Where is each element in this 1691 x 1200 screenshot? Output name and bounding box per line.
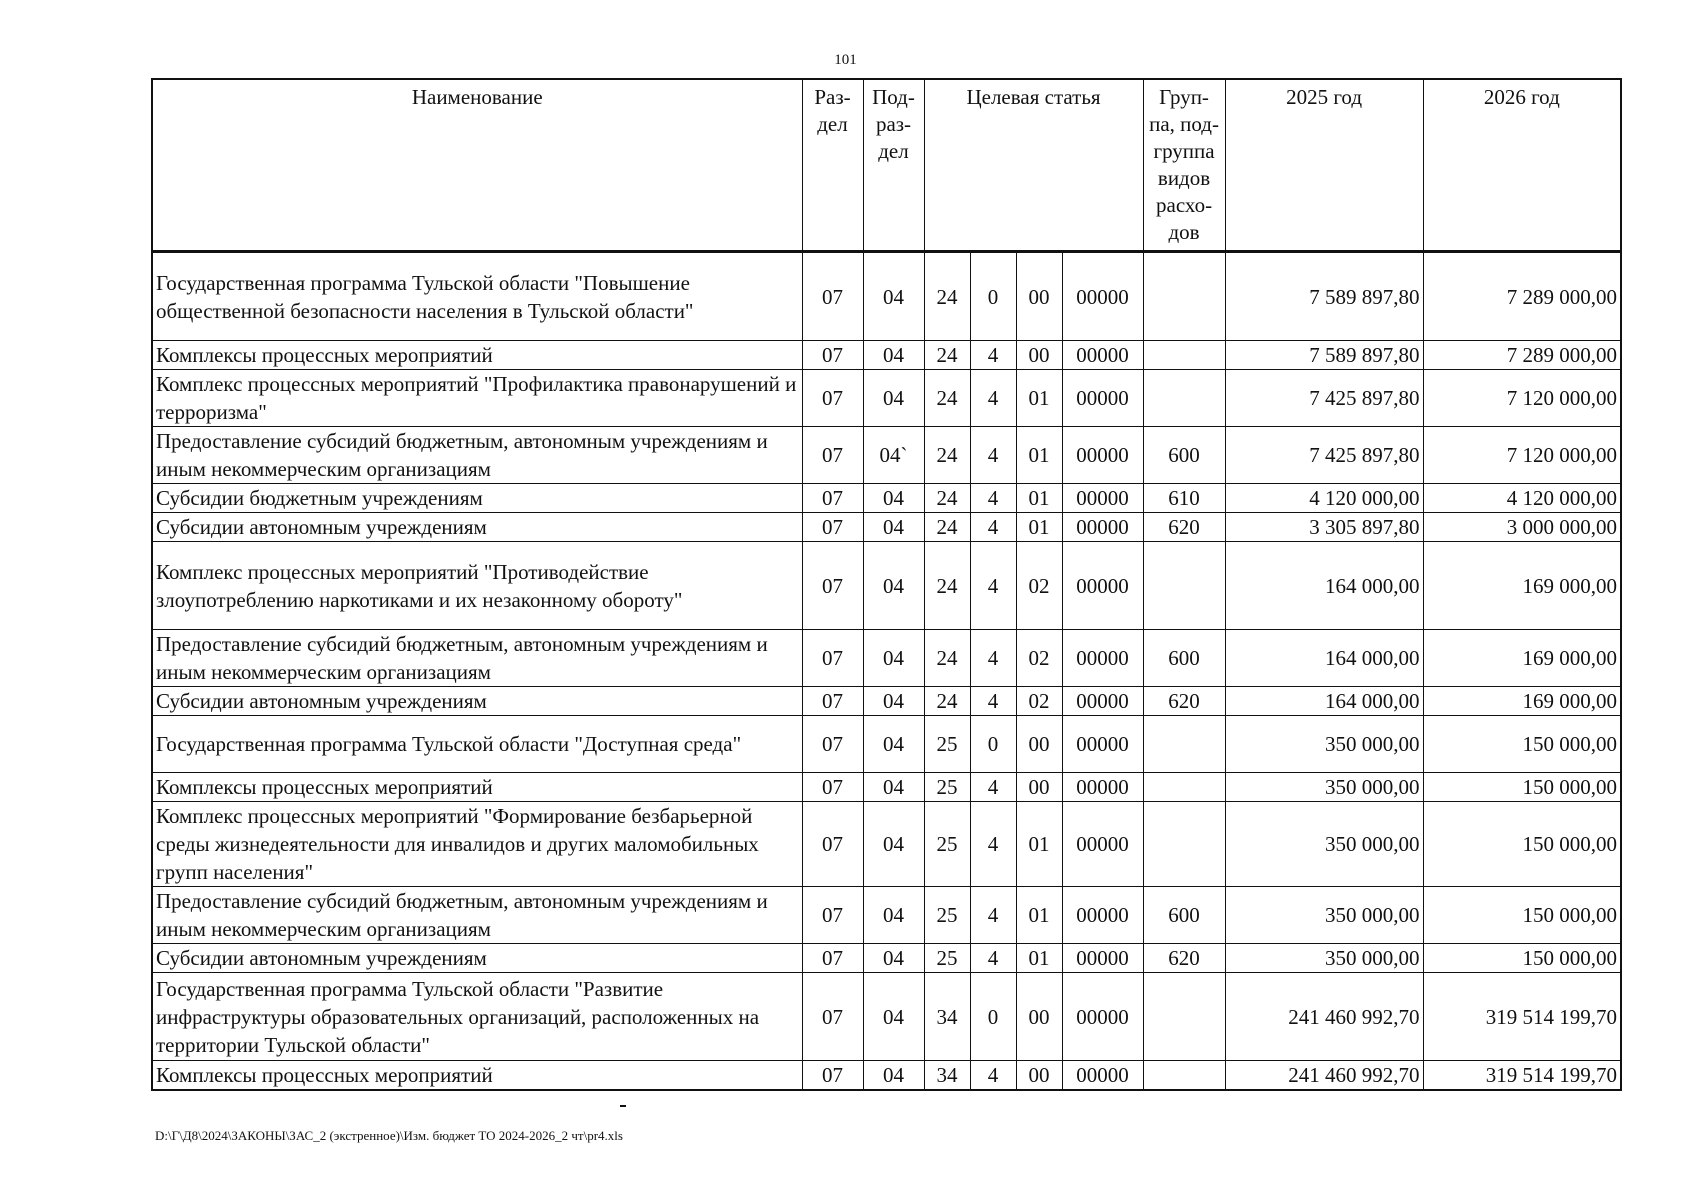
row-razdel: 07: [802, 427, 863, 484]
row-name: Субсидии автономным учреждениям: [152, 513, 802, 542]
row-podrazdel: 04: [863, 1061, 924, 1091]
row-target-direction: 00000: [1062, 887, 1143, 944]
row-amount-2025: 7 589 897,80: [1225, 341, 1423, 370]
row-podrazdel: 04`: [863, 427, 924, 484]
row-name: Предоставление субсидий бюджетным, автономным учреждениям и иным некоммерческим организациям: [152, 887, 802, 944]
row-amount-2026: 7 120 000,00: [1423, 370, 1621, 427]
row-razdel: 07: [802, 773, 863, 802]
row-target-direction: 00000: [1062, 542, 1143, 630]
row-name: Предоставление субсидий бюджетным, автономным учреждениям и иным некоммерческим организациям: [152, 427, 802, 484]
row-target-subprogram: 01: [1016, 944, 1062, 973]
row-target-subprogram: 00: [1016, 973, 1062, 1061]
row-target-direction: 00000: [1062, 773, 1143, 802]
row-target-type: 4: [970, 341, 1016, 370]
row-amount-2025: 241 460 992,70: [1225, 1061, 1423, 1091]
table-row: [152, 1061, 1621, 1091]
row-target-direction: 00000: [1062, 716, 1143, 773]
table-row: [152, 513, 1621, 542]
row-amount-2025: 350 000,00: [1225, 773, 1423, 802]
row-expense-group: [1143, 1061, 1225, 1091]
row-amount-2026: 319 514 199,70: [1423, 1061, 1621, 1091]
row-amount-2026: 150 000,00: [1423, 802, 1621, 887]
row-target-type: 4: [970, 887, 1016, 944]
row-target-program: 24: [924, 341, 970, 370]
row-target-subprogram: 02: [1016, 687, 1062, 716]
row-podrazdel: 04: [863, 802, 924, 887]
header-razdel: Раз- дел: [802, 79, 863, 251]
row-amount-2025: 164 000,00: [1225, 630, 1423, 687]
header-target-article: Целевая статья: [924, 79, 1143, 251]
row-target-subprogram: 01: [1016, 802, 1062, 887]
row-amount-2025: 350 000,00: [1225, 887, 1423, 944]
row-target-program: 24: [924, 687, 970, 716]
row-razdel: 07: [802, 341, 863, 370]
row-amount-2026: 7 289 000,00: [1423, 253, 1621, 341]
table-row: [152, 542, 1621, 630]
row-razdel: 07: [802, 687, 863, 716]
table-row: [152, 944, 1621, 973]
row-expense-group: 620: [1143, 944, 1225, 973]
row-target-program: 24: [924, 513, 970, 542]
row-expense-group: 600: [1143, 427, 1225, 484]
row-target-type: 4: [970, 370, 1016, 427]
row-target-direction: 00000: [1062, 370, 1143, 427]
row-razdel: 07: [802, 484, 863, 513]
row-target-type: 4: [970, 484, 1016, 513]
row-target-direction: 00000: [1062, 484, 1143, 513]
row-expense-group: [1143, 716, 1225, 773]
row-target-subprogram: 00: [1016, 1061, 1062, 1091]
row-podrazdel: 04: [863, 341, 924, 370]
header-name: Наименование: [152, 79, 802, 251]
row-name: Комплексы процессных мероприятий: [152, 773, 802, 802]
row-expense-group: [1143, 802, 1225, 887]
row-razdel: 07: [802, 1061, 863, 1091]
row-amount-2025: 7 425 897,80: [1225, 427, 1423, 484]
row-expense-group: 600: [1143, 887, 1225, 944]
row-target-subprogram: 00: [1016, 253, 1062, 341]
row-amount-2026: 150 000,00: [1423, 887, 1621, 944]
row-amount-2026: 150 000,00: [1423, 944, 1621, 973]
row-amount-2025: 164 000,00: [1225, 687, 1423, 716]
row-amount-2026: 169 000,00: [1423, 542, 1621, 630]
row-razdel: 07: [802, 542, 863, 630]
row-target-subprogram: 01: [1016, 513, 1062, 542]
row-razdel: 07: [802, 887, 863, 944]
row-razdel: 07: [802, 802, 863, 887]
row-name: Государственная программа Тульской области "Развитие инфраструктуры образовательных организаций, расположенных на территории Тульской области": [152, 973, 802, 1061]
row-amount-2026: 7 289 000,00: [1423, 341, 1621, 370]
row-target-subprogram: 02: [1016, 630, 1062, 687]
row-amount-2025: 3 305 897,80: [1225, 513, 1423, 542]
row-razdel: 07: [802, 253, 863, 341]
footer-file-path: D:\Г\Д8\2024\ЗАКОНЫ\ЗАС_2 (экстренное)\Изм. бюджет ТО 2024-2026_2 чт\pr4.xls: [155, 1128, 623, 1143]
row-expense-group: [1143, 370, 1225, 427]
row-name: Предоставление субсидий бюджетным, автономным учреждениям и иным некоммерческим организациям: [152, 630, 802, 687]
table-row: [152, 802, 1621, 887]
row-target-type: 4: [970, 630, 1016, 687]
row-expense-group: [1143, 253, 1225, 341]
row-target-type: 4: [970, 1061, 1016, 1091]
row-target-program: 24: [924, 630, 970, 687]
row-amount-2025: 7 589 897,80: [1225, 253, 1423, 341]
row-expense-group: 610: [1143, 484, 1225, 513]
row-name: Комплекс процессных мероприятий "Противодействие злоупотреблению наркотиками и их незаконному обороту": [152, 542, 802, 630]
page-number: 101: [834, 52, 857, 68]
row-amount-2025: 7 425 897,80: [1225, 370, 1423, 427]
row-target-subprogram: 01: [1016, 484, 1062, 513]
header-year-2025: 2025 год: [1225, 79, 1423, 251]
table-row: [152, 687, 1621, 716]
row-target-program: 24: [924, 484, 970, 513]
row-target-direction: 00000: [1062, 513, 1143, 542]
header-podrazdel: Под- раз- дел: [863, 79, 924, 251]
row-target-direction: 00000: [1062, 253, 1143, 341]
row-podrazdel: 04: [863, 542, 924, 630]
row-name: Государственная программа Тульской области "Повышение общественной безопасности населения в Тульской области": [152, 253, 802, 341]
row-target-type: 4: [970, 542, 1016, 630]
row-razdel: 07: [802, 370, 863, 427]
row-podrazdel: 04: [863, 973, 924, 1061]
row-expense-group: [1143, 973, 1225, 1061]
row-expense-group: [1143, 773, 1225, 802]
row-expense-group: 600: [1143, 630, 1225, 687]
table-row: [152, 427, 1621, 484]
row-target-subprogram: 01: [1016, 370, 1062, 427]
table-header-row: [152, 79, 1621, 251]
row-target-program: 34: [924, 973, 970, 1061]
row-podrazdel: 04: [863, 773, 924, 802]
row-target-type: 4: [970, 513, 1016, 542]
row-razdel: 07: [802, 973, 863, 1061]
row-target-type: 4: [970, 773, 1016, 802]
table-row: [152, 253, 1621, 341]
row-name: Комплексы процессных мероприятий: [152, 1061, 802, 1091]
row-name: Комплекс процессных мероприятий "Профилактика правонарушений и терроризма": [152, 370, 802, 427]
row-amount-2025: 164 000,00: [1225, 542, 1423, 630]
row-podrazdel: 04: [863, 513, 924, 542]
row-podrazdel: 04: [863, 716, 924, 773]
row-amount-2026: 3 000 000,00: [1423, 513, 1621, 542]
row-target-type: 4: [970, 427, 1016, 484]
row-target-type: 4: [970, 944, 1016, 973]
header-expense-group: Груп- па, под- группа видов расхо- дов: [1143, 79, 1225, 251]
row-target-type: 4: [970, 687, 1016, 716]
header-year-2026: 2026 год: [1423, 79, 1621, 251]
row-razdel: 07: [802, 630, 863, 687]
row-amount-2026: 169 000,00: [1423, 630, 1621, 687]
row-amount-2025: 350 000,00: [1225, 716, 1423, 773]
row-amount-2025: 350 000,00: [1225, 944, 1423, 973]
row-target-direction: 00000: [1062, 802, 1143, 887]
row-name: Государственная программа Тульской области "Доступная среда": [152, 716, 802, 773]
row-podrazdel: 04: [863, 887, 924, 944]
row-podrazdel: 04: [863, 687, 924, 716]
dash-mark: [620, 1105, 626, 1107]
row-target-program: 25: [924, 944, 970, 973]
row-target-direction: 00000: [1062, 973, 1143, 1061]
row-target-direction: 00000: [1062, 341, 1143, 370]
row-target-subprogram: 00: [1016, 773, 1062, 802]
row-target-type: 4: [970, 802, 1016, 887]
row-target-program: 25: [924, 887, 970, 944]
row-target-program: 24: [924, 427, 970, 484]
row-name: Комплексы процессных мероприятий: [152, 341, 802, 370]
table-row: [152, 484, 1621, 513]
row-target-program: 25: [924, 716, 970, 773]
row-target-subprogram: 01: [1016, 427, 1062, 484]
row-target-subprogram: 01: [1016, 887, 1062, 944]
table-row: [152, 773, 1621, 802]
row-target-subprogram: 00: [1016, 716, 1062, 773]
row-podrazdel: 04: [863, 370, 924, 427]
row-amount-2026: 150 000,00: [1423, 773, 1621, 802]
row-target-subprogram: 02: [1016, 542, 1062, 630]
row-expense-group: 620: [1143, 687, 1225, 716]
table-row: [152, 370, 1621, 427]
row-target-direction: 00000: [1062, 944, 1143, 973]
row-expense-group: [1143, 542, 1225, 630]
row-razdel: 07: [802, 716, 863, 773]
row-name: Комплекс процессных мероприятий "Формирование безбарьерной среды жизнедеятельности для инвалидов и других маломобильных групп населения": [152, 802, 802, 887]
row-target-direction: 00000: [1062, 427, 1143, 484]
row-amount-2026: 7 120 000,00: [1423, 427, 1621, 484]
row-amount-2026: 319 514 199,70: [1423, 973, 1621, 1061]
row-target-program: 34: [924, 1061, 970, 1091]
row-target-type: 0: [970, 253, 1016, 341]
table-row: [152, 973, 1621, 1061]
table-row: [152, 341, 1621, 370]
row-target-direction: 00000: [1062, 630, 1143, 687]
row-amount-2025: 241 460 992,70: [1225, 973, 1423, 1061]
row-target-program: 25: [924, 802, 970, 887]
row-name: Субсидии бюджетным учреждениям: [152, 484, 802, 513]
row-name: Субсидии автономным учреждениям: [152, 944, 802, 973]
row-target-program: 25: [924, 773, 970, 802]
table-body: [152, 251, 1621, 1090]
row-amount-2026: 4 120 000,00: [1423, 484, 1621, 513]
row-expense-group: 620: [1143, 513, 1225, 542]
row-target-subprogram: 00: [1016, 341, 1062, 370]
row-amount-2026: 169 000,00: [1423, 687, 1621, 716]
row-target-program: 24: [924, 370, 970, 427]
row-podrazdel: 04: [863, 630, 924, 687]
row-podrazdel: 04: [863, 944, 924, 973]
row-podrazdel: 04: [863, 484, 924, 513]
row-amount-2025: 350 000,00: [1225, 802, 1423, 887]
row-razdel: 07: [802, 944, 863, 973]
row-expense-group: [1143, 341, 1225, 370]
row-target-program: 24: [924, 542, 970, 630]
row-razdel: 07: [802, 513, 863, 542]
row-amount-2025: 4 120 000,00: [1225, 484, 1423, 513]
row-podrazdel: 04: [863, 253, 924, 341]
row-target-type: 0: [970, 973, 1016, 1061]
row-target-program: 24: [924, 253, 970, 341]
table-row: [152, 630, 1621, 687]
row-amount-2026: 150 000,00: [1423, 716, 1621, 773]
row-target-direction: 00000: [1062, 687, 1143, 716]
table-row: [152, 716, 1621, 773]
table-row: [152, 887, 1621, 944]
row-target-direction: 00000: [1062, 1061, 1143, 1091]
row-target-type: 0: [970, 716, 1016, 773]
row-name: Субсидии автономным учреждениям: [152, 687, 802, 716]
budget-table: [151, 78, 1622, 1091]
